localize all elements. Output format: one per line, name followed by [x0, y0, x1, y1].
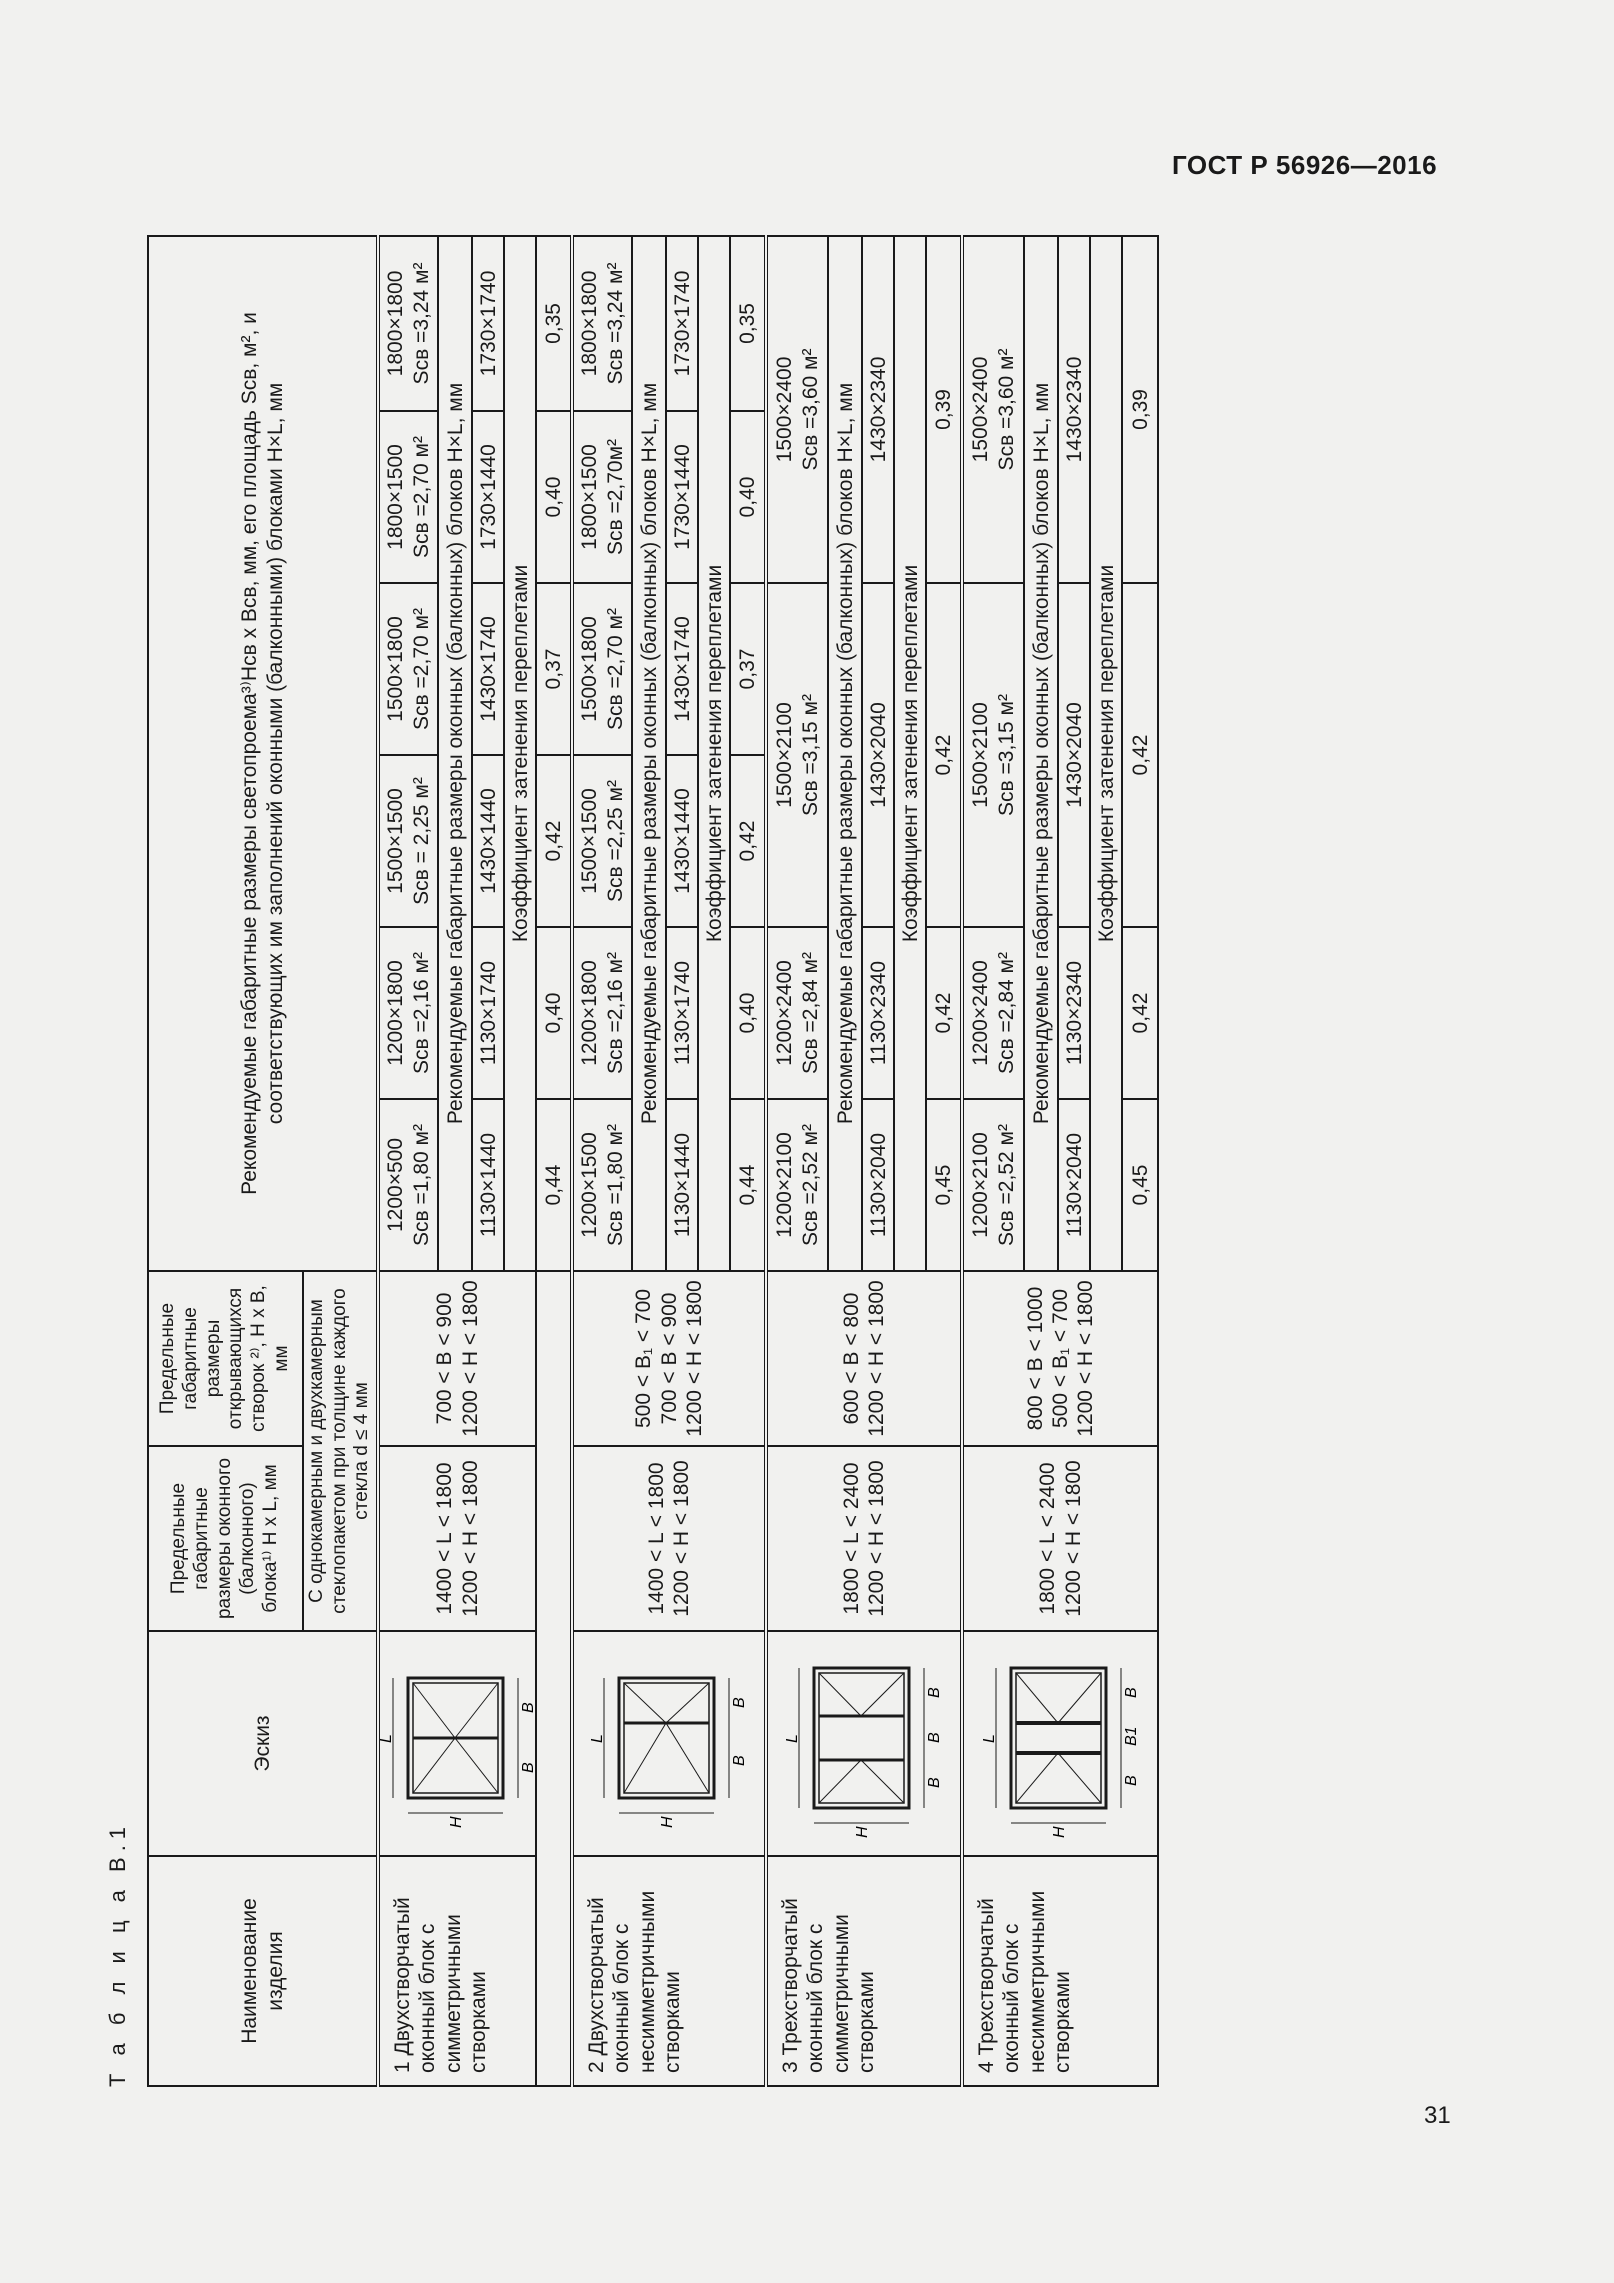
- shading-value: 0,42: [1122, 583, 1158, 927]
- header-sketch: Эскиз: [148, 1631, 378, 1856]
- header-sash-size: Предельные габаритные размеры открывающихся створок ²⁾, H x B, мм: [148, 1271, 303, 1446]
- svg-text:B: B: [519, 1762, 537, 1774]
- svg-text:H: H: [659, 1816, 677, 1829]
- rotated-table-container: [105, 237, 1457, 2087]
- block-size: 1430×1440: [472, 755, 504, 927]
- svg-text:H: H: [447, 1816, 465, 1829]
- opening-size: 1500×1800 Sсв =2,70 м²: [378, 583, 438, 755]
- three-sash-asymmetric-window-sketch: [980, 1649, 1140, 1839]
- block-size: 1430×2040: [1058, 583, 1090, 927]
- shading-value: 0,45: [1122, 1099, 1158, 1271]
- header-name: Наименование изделия: [148, 1856, 378, 2086]
- svg-text:B: B: [926, 1777, 944, 1789]
- opening-size: 1500×2400 Sсв =3,60 м²: [962, 236, 1024, 583]
- specification-table: [147, 235, 1159, 2087]
- svg-text:B: B: [1122, 1775, 1140, 1787]
- svg-text:B: B: [519, 1702, 537, 1714]
- block-limits: 1400 < L < 1800 1200 < H < 1800: [572, 1446, 766, 1631]
- opening-size: 1200×2100 Sсв =2,52 м²: [766, 1099, 828, 1271]
- sketch-cell: [962, 1631, 1158, 1856]
- sash-limits: 700 < B < 900 1200 < H < 1800: [378, 1271, 536, 1446]
- block-size: 1130×2040: [862, 1099, 894, 1271]
- opening-size: 1800×1800 Sсв =3,24 м²: [572, 236, 632, 411]
- row-name: 3 Трехстворчатый оконный блок с симметричными створками: [766, 1856, 962, 2086]
- svg-text:H: H: [854, 1826, 872, 1839]
- header-subheader: С однокамерным и двухкамерным стеклопакетом при толщине каждого стекла d ≤ 4 мм: [303, 1271, 378, 1631]
- shading-value: 0,42: [1122, 927, 1158, 1099]
- sketch-cell: [572, 1631, 766, 1856]
- shading-value: 0,40: [536, 411, 572, 583]
- block-size: 1130×1440: [666, 1099, 698, 1271]
- svg-text:L: L: [980, 1734, 998, 1744]
- opening-size: 1200×2100 Sсв =2,52 м²: [962, 1099, 1024, 1271]
- table-caption: Т а б л и ц а В.1: [105, 1820, 130, 2087]
- block-size: 1430×2340: [862, 236, 894, 583]
- opening-size: 1500×2100 Sсв =3,15 м²: [962, 583, 1024, 927]
- opening-size: 1500×1500 Sсв =2,25 м²: [572, 755, 632, 927]
- opening-size: 1500×2100 Sсв =3,15 м²: [766, 583, 828, 927]
- block-sizes-label: Рекомендуемые габаритные размеры оконных (балконных) блоков H×L, мм: [438, 236, 472, 1271]
- opening-size: 1500×1800 Sсв =2,70 м²: [572, 583, 632, 755]
- block-size: 1130×1740: [472, 927, 504, 1099]
- shading-value: 0,35: [536, 236, 572, 411]
- opening-size: 1200×1500 Sсв =1,80 м²: [572, 1099, 632, 1271]
- shading-value: 0,44: [536, 1099, 572, 1271]
- spacer-cell: [536, 1271, 572, 2086]
- block-sizes-label: Рекомендуемые габаритные размеры оконных (балконных) блоков H×L, мм: [1024, 236, 1058, 1271]
- opening-size: 1200×1800 Sсв =2,16 м²: [572, 927, 632, 1099]
- shading-label: Коэффициент затенения переплетами: [1090, 236, 1122, 1271]
- standard-header: ГОСТ Р 56926—2016: [1172, 150, 1438, 180]
- sash-limits: 500 < B₁ < 700 700 < B < 900 1200 < H < 1800: [572, 1271, 766, 1446]
- svg-text:B: B: [731, 1697, 749, 1709]
- three-sash-window-sketch: [784, 1649, 944, 1839]
- sketch-cell: [766, 1631, 962, 1856]
- shading-label: Коэффициент затенения переплетами: [698, 236, 730, 1271]
- block-size: 1730×1740: [472, 236, 504, 411]
- sash-limits: 800 < B < 1000 500 < B₁ < 700 1200 < H < 1800: [962, 1271, 1158, 1446]
- shading-label: Коэффициент затенения переплетами: [894, 236, 926, 1271]
- two-sash-window-sketch: [377, 1649, 537, 1839]
- shading-value: 0,42: [730, 755, 766, 927]
- block-size: 1430×2040: [862, 583, 894, 927]
- svg-text:H: H: [1050, 1826, 1068, 1839]
- shading-value: 0,42: [536, 755, 572, 927]
- opening-size: 1500×2400 Sсв =3,60 м²: [766, 236, 828, 583]
- svg-text:B: B: [1122, 1687, 1140, 1699]
- shading-value: 0,40: [730, 927, 766, 1099]
- svg-text:L: L: [784, 1734, 802, 1744]
- shading-value: 0,45: [926, 1099, 962, 1271]
- opening-size: 1200×2400 Sсв =2,84 м²: [962, 927, 1024, 1099]
- svg-text:B: B: [926, 1687, 944, 1699]
- svg-text:B: B: [926, 1732, 944, 1744]
- block-sizes-label: Рекомендуемые габаритные размеры оконных (балконных) блоков H×L, мм: [828, 236, 862, 1271]
- svg-text:L: L: [589, 1734, 607, 1744]
- svg-text:L: L: [377, 1734, 395, 1744]
- row-name: 1 Двухстворчатый оконный блок с симметричными створками: [378, 1856, 536, 2086]
- shading-value: 0,42: [926, 583, 962, 927]
- opening-size: 1200×1800 Sсв =2,16 м²: [378, 927, 438, 1099]
- block-size: 1730×1740: [666, 236, 698, 411]
- block-size: 1430×2340: [1058, 236, 1090, 583]
- shading-value: 0,40: [730, 411, 766, 583]
- shading-value: 0,39: [926, 236, 962, 583]
- opening-size: 1200×2400 Sсв =2,84 м²: [766, 927, 828, 1099]
- opening-size: 1500×1500 Sсв = 2,25 м²: [378, 755, 438, 927]
- shading-label: Коэффициент затенения переплетами: [504, 236, 536, 1271]
- two-sash-asymmetric-window-sketch: [589, 1649, 749, 1839]
- block-size: 1730×1440: [472, 411, 504, 583]
- block-size: 1130×1440: [472, 1099, 504, 1271]
- shading-value: 0,39: [1122, 236, 1158, 583]
- row-name: 2 Двухстворчатый оконный блок с несимметричными створками: [572, 1856, 766, 2086]
- opening-size: 1800×1500 Sсв =2,70 м²: [378, 411, 438, 583]
- block-size: 1430×1440: [666, 755, 698, 927]
- block-sizes-label: Рекомендуемые габаритные размеры оконных (балконных) блоков H×L, мм: [632, 236, 666, 1271]
- svg-text:B: B: [731, 1755, 749, 1767]
- opening-size: 1200×500 Sсв =1,80 м²: [378, 1099, 438, 1271]
- block-size: 1130×2340: [862, 927, 894, 1099]
- block-size: 1130×1740: [666, 927, 698, 1099]
- block-limits: 1400 < L < 1800 1200 < H < 1800: [378, 1446, 536, 1631]
- sketch-cell: [378, 1631, 536, 1856]
- block-size: 1130×2040: [1058, 1099, 1090, 1271]
- shading-value: 0,44: [730, 1099, 766, 1271]
- header-recommended: Рекомендуемые габаритные размеры светопроема³⁾Hсв x Bсв, мм, его площадь Sсв, м², и соответствующих им заполнений оконными (балконными) блоками H×L, мм: [148, 236, 378, 1271]
- shading-value: 0,37: [536, 583, 572, 755]
- svg-text:B1: B1: [1122, 1726, 1140, 1747]
- shading-value: 0,40: [536, 927, 572, 1099]
- row-name: 4 Трехстворчатый оконный блок с несимметричными створками: [962, 1856, 1158, 2086]
- sash-limits: 600 < B < 800 1200 < H < 1800: [766, 1271, 962, 1446]
- block-limits: 1800 < L < 2400 1200 < H < 1800: [766, 1446, 962, 1631]
- block-limits: 1800 < L < 2400 1200 < H < 1800: [962, 1446, 1158, 1631]
- block-size: 1430×1740: [666, 583, 698, 755]
- shading-value: 0,35: [730, 236, 766, 411]
- block-size: 1730×1440: [666, 411, 698, 583]
- opening-size: 1800×1800 Sсв =3,24 м²: [378, 236, 438, 411]
- opening-size: 1800×1500 Sсв =2,70м²: [572, 411, 632, 583]
- header-block-size: Предельные габаритные размеры оконного (балконного) блока¹⁾ H x L, мм: [148, 1446, 303, 1631]
- shading-value: 0,37: [730, 583, 766, 755]
- block-size: 1430×1740: [472, 583, 504, 755]
- shading-value: 0,42: [926, 927, 962, 1099]
- block-size: 1130×2340: [1058, 927, 1090, 1099]
- page-number: 31: [1424, 2102, 1451, 2129]
